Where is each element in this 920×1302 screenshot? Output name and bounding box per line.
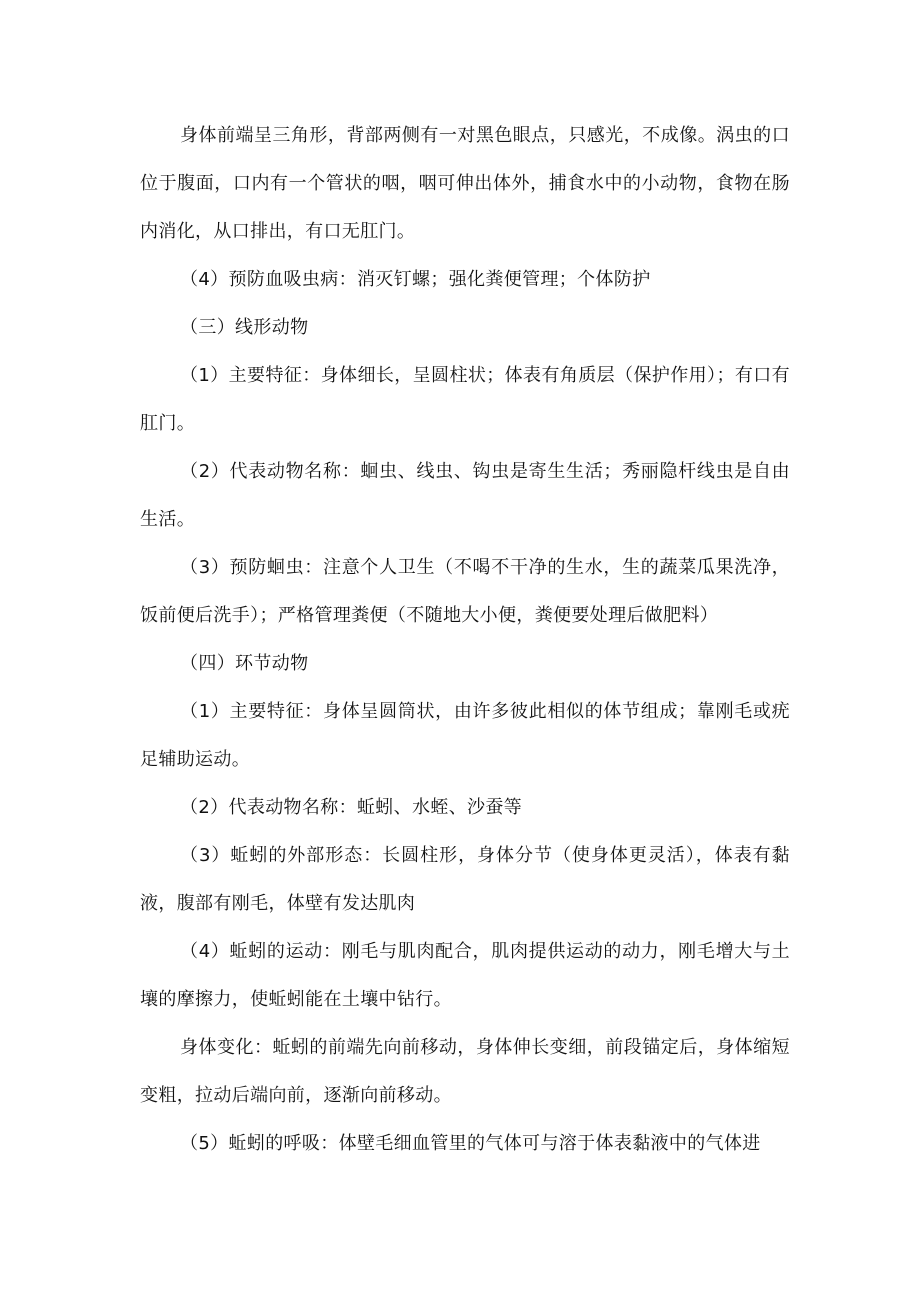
paragraph-annelid-features: （1）主要特征：身体呈圆筒状，由许多彼此相似的体节组成；靠刚毛或疣足辅助运动。 bbox=[140, 701, 790, 770]
heading-annelids: （四）环节动物 bbox=[180, 653, 309, 674]
paragraph-nematode-features: （1）主要特征：身体细长，呈圆柱状；体表有角质层（保护作用）；有口有肛门。 bbox=[140, 365, 790, 434]
paragraph-annelid-examples: （2）代表动物名称：蚯蚓、水蛭、沙蚕等 bbox=[180, 797, 523, 818]
paragraph-earthworm-movement: （4）蚯蚓的运动：刚毛与肌肉配合，肌肉提供运动的动力，刚毛增大与土壤的摩擦力，使蚯蚓能在土壤中钻行。 bbox=[140, 941, 790, 1010]
paragraph-body-change: 身体变化：蚯蚓的前端先向前移动，身体伸长变细，前段锚定后，身体缩短变粗，拉动后端向前，逐渐向前移动。 bbox=[140, 1037, 790, 1106]
paragraph-earthworm-form: （3）蚯蚓的外部形态：长圆柱形，身体分节（使身体更灵活），体表有黏液，腹部有刚毛，体壁有发达肌肉 bbox=[140, 845, 790, 914]
paragraph-prevent-roundworm: （3）预防蛔虫：注意个人卫生（不喝不干净的生水，生的蔬菜瓜果洗净，饭前便后洗手）；严格管理粪便（不随地大小便，粪便要处理后做肥料） bbox=[140, 557, 790, 626]
paragraph-nematode-examples: （2）代表动物名称：蛔虫、线虫、钩虫是寄生生活；秀丽隐杆线虫是自由生活。 bbox=[140, 461, 790, 530]
paragraph-earthworm-respiration: （5）蚯蚓的呼吸：体壁毛细血管里的气体可与溶于体表黏液中的气体进 bbox=[180, 1133, 761, 1154]
paragraph-planarian-body: 身体前端呈三角形，背部两侧有一对黑色眼点，只感光，不成像。涡虫的口位于腹面，口内有一个管状的咽，咽可伸出体外，捕食水中的小动物，食物在肠内消化，从口排出，有口无肛门。 bbox=[140, 125, 790, 242]
heading-nematodes: （三）线形动物 bbox=[180, 317, 309, 338]
paragraph-prevent-schistosomiasis: （4）预防血吸虫病：消灭钉螺；强化粪便管理；个体防护 bbox=[180, 269, 651, 290]
